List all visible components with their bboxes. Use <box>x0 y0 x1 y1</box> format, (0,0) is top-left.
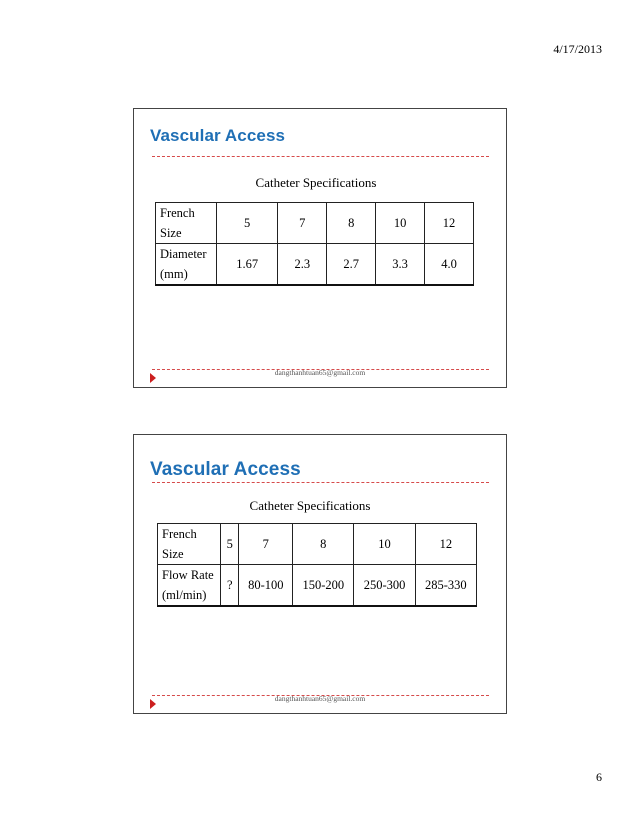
table-cell: 250-300 <box>354 565 415 607</box>
catheter-spec-table <box>157 523 477 607</box>
row-header <box>156 203 217 244</box>
slide-footer: dangthanhtuan65@gmail.com <box>274 368 366 377</box>
table-cell: 150-200 <box>293 565 354 607</box>
slide-title: Vascular Access <box>150 126 286 145</box>
table-cell: 80-100 <box>239 565 293 607</box>
table-cell: 7 <box>239 524 293 565</box>
slide-footer: dangthanhtuan65@gmail.com <box>274 694 366 703</box>
row-header-line: French <box>160 206 195 220</box>
row-header-line: Diameter <box>160 247 207 261</box>
table-cell: 2.3 <box>278 244 327 286</box>
row-header-line: French <box>162 527 197 541</box>
table-row <box>156 203 474 244</box>
table-row <box>156 244 474 286</box>
table-cell: 7 <box>278 203 327 244</box>
row-header-line: Flow Rate <box>162 568 214 582</box>
page-date: 4/17/2013 <box>553 42 602 56</box>
table-row <box>158 565 477 607</box>
table-cell: 4.0 <box>425 244 474 286</box>
table-cell: 2.7 <box>327 244 376 286</box>
table-cell: 12 <box>415 524 476 565</box>
table-cell: 5 <box>221 524 239 565</box>
catheter-spec-table <box>155 202 474 286</box>
table-cell: 12 <box>425 203 474 244</box>
row-header <box>156 244 217 286</box>
slide-title: Vascular Access <box>150 459 301 480</box>
table-cell: 5 <box>217 203 278 244</box>
table-cell: 10 <box>376 203 425 244</box>
row-header-line: Size <box>162 547 184 561</box>
table-caption: Catheter Specifications <box>249 498 371 513</box>
table-cell: ? <box>221 565 239 607</box>
table-cell: 8 <box>293 524 354 565</box>
page-number: 6 <box>596 770 602 784</box>
table-cell: 3.3 <box>376 244 425 286</box>
row-header-line: (mm) <box>160 267 188 281</box>
table-cell: 1.67 <box>217 244 278 286</box>
row-header <box>158 524 221 565</box>
slide-2 <box>133 434 507 714</box>
table-cell: 10 <box>354 524 415 565</box>
title-divider <box>152 156 489 157</box>
row-header <box>158 565 221 607</box>
table-row <box>158 524 477 565</box>
table-cell: 285-330 <box>415 565 476 607</box>
title-divider <box>152 482 489 483</box>
row-header-line: (ml/min) <box>162 588 207 602</box>
slide-1 <box>133 108 507 388</box>
table-caption: Catheter Specifications <box>255 175 377 190</box>
table-cell: 8 <box>327 203 376 244</box>
row-header-line: Size <box>160 226 182 240</box>
